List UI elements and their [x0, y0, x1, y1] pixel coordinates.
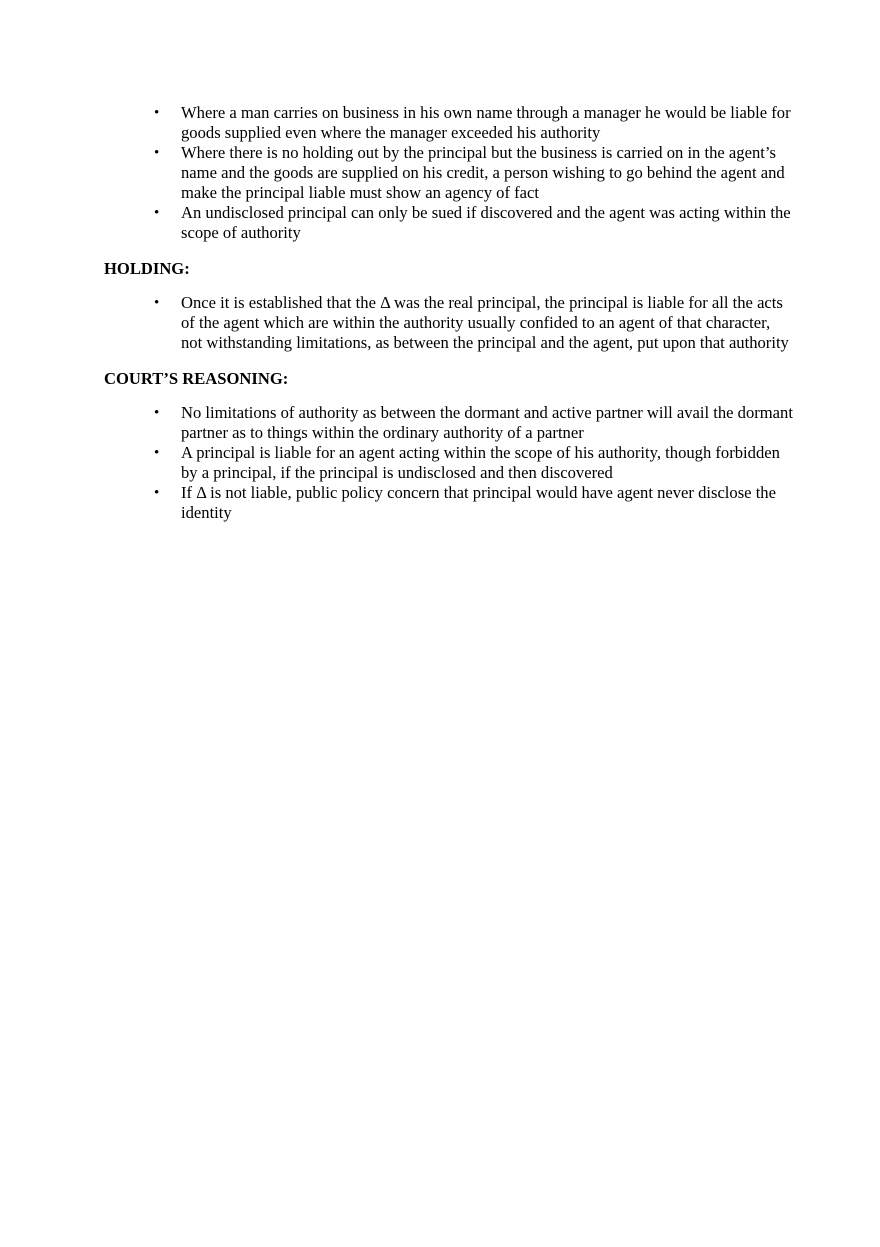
reasoning-bullet-list — [104, 403, 794, 523]
list-item — [154, 143, 794, 203]
list-item — [154, 483, 794, 523]
list-item-text: An undisclosed principal can only be sued if discovered and the agent was acting within the scope of authority — [181, 203, 791, 242]
holding-bullet-list — [104, 293, 794, 353]
list-item — [154, 293, 794, 353]
bullet-icon: • — [154, 485, 160, 501]
list-item-text: Where a man carries on business in his own name through a manager he would be liable for goods supplied even where the manager exceeded his authority — [181, 103, 791, 142]
reasoning-heading: COURT’S REASONING: — [104, 369, 289, 388]
intro-bullet-list — [104, 103, 794, 243]
list-item-text: A principal is liable for an agent acting within the scope of his authority, though forbidden by a principal, if the principal is undisclosed and then discovered — [181, 443, 780, 482]
list-item-text: If Δ is not liable, public policy concern that principal would have agent never disclose the identity — [181, 483, 776, 522]
bullet-icon: • — [154, 405, 160, 421]
bullet-icon: • — [154, 205, 160, 221]
list-item — [154, 203, 794, 243]
document-content — [104, 103, 794, 523]
bullet-icon: • — [154, 295, 160, 311]
list-item-text: Where there is no holding out by the principal but the business is carried on in the agent’s name and the goods are supplied on his credit, a person wishing to go behind the agent and make the principal liable must show an agency of fact — [181, 143, 785, 202]
list-item — [154, 403, 794, 443]
list-item — [154, 103, 794, 143]
bullet-icon: • — [154, 105, 160, 121]
bullet-icon: • — [154, 445, 160, 461]
list-item-text: No limitations of authority as between the dormant and active partner will avail the dormant partner as to things within the ordinary authority of a partner — [181, 403, 793, 442]
holding-heading: HOLDING: — [104, 259, 190, 278]
list-item — [154, 443, 794, 483]
list-item-text: Once it is established that the Δ was the real principal, the principal is liable for all the acts of the agent which are within the authority usually confided to an agent of that character, not withstanding limitations, as between the principal and the agent, put upon that authority — [181, 293, 789, 352]
bullet-icon: • — [154, 145, 160, 161]
